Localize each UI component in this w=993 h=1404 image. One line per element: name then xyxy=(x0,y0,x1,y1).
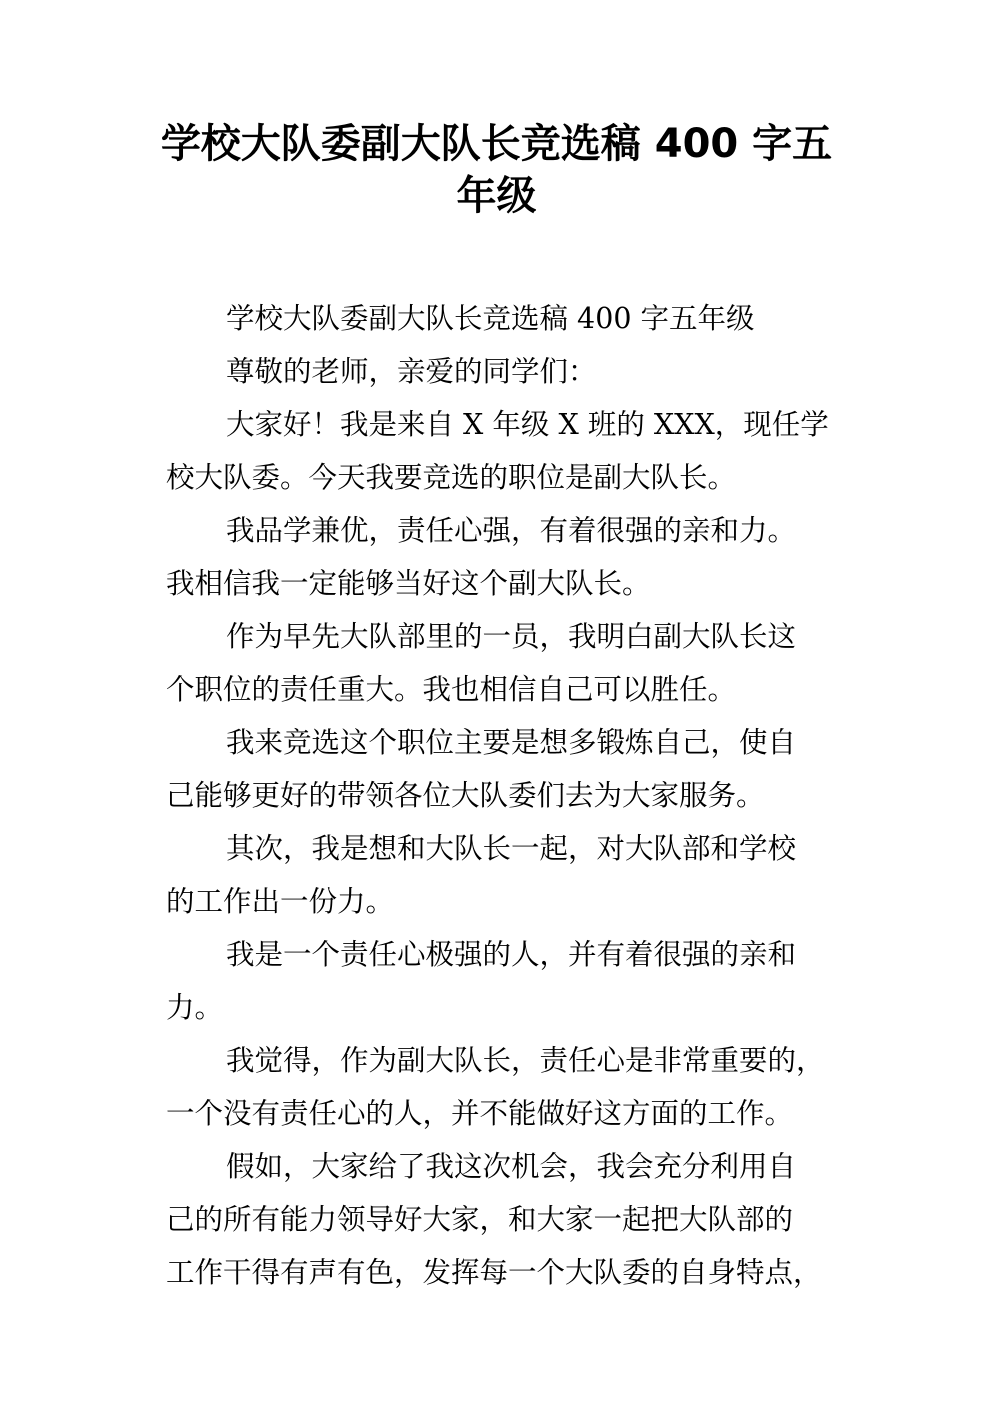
body-text-line: 假如，大家给了我这次机会，我会充分利用自 xyxy=(226,1150,797,1183)
body-text-line: 己能够更好的带领各位大队委们去为大家服务。 xyxy=(166,779,765,812)
body-text-line: 作为早先大队部里的一员，我明白副大队长这 xyxy=(226,620,797,653)
body-text-line: 大家好！我是来自 X 年级 X 班的 XXX，现任学 xyxy=(226,408,829,441)
body-text-line: 我是一个责任心极强的人，并有着很强的亲和 xyxy=(226,938,797,971)
document-body xyxy=(166,292,831,1299)
body-text-line: 我觉得，作为副大队长，责任心是非常重要的， xyxy=(226,1044,825,1077)
body-text-line: 我品学兼优，责任心强，有着很强的亲和力。 xyxy=(226,514,797,547)
body-text-line: 力。 xyxy=(166,991,224,1024)
body-text-line: 其次，我是想和大队长一起，对大队部和学校 xyxy=(226,832,797,865)
body-text-line: 学校大队委副大队长竞选稿 400 字五年级 xyxy=(226,302,755,335)
body-text-line: 的工作出一份力。 xyxy=(166,885,395,918)
body-text-line: 一个没有责任心的人，并不能做好这方面的工作。 xyxy=(166,1097,794,1130)
body-text-line: 工作干得有声有色，发挥每一个大队委的自身特点， xyxy=(166,1256,822,1289)
body-text-line: 个职位的责任重大。我也相信自己可以胜任。 xyxy=(166,673,737,706)
title-line: 年级 xyxy=(456,173,537,219)
document-title xyxy=(120,118,873,222)
body-text-line: 尊敬的老师，亲爱的同学们： xyxy=(226,355,597,388)
body-text-line: 我相信我一定能够当好这个副大队长。 xyxy=(166,567,651,600)
title-line: 学校大队委副大队长竞选稿 400 字五 xyxy=(160,121,833,167)
body-text-line: 我来竞选这个职位主要是想多锻炼自己，使自 xyxy=(226,726,797,759)
body-text-line: 己的所有能力领导好大家，和大家一起把大队部的 xyxy=(166,1203,794,1236)
body-text-line: 校大队委。今天我要竞选的职位是副大队长。 xyxy=(166,461,737,494)
